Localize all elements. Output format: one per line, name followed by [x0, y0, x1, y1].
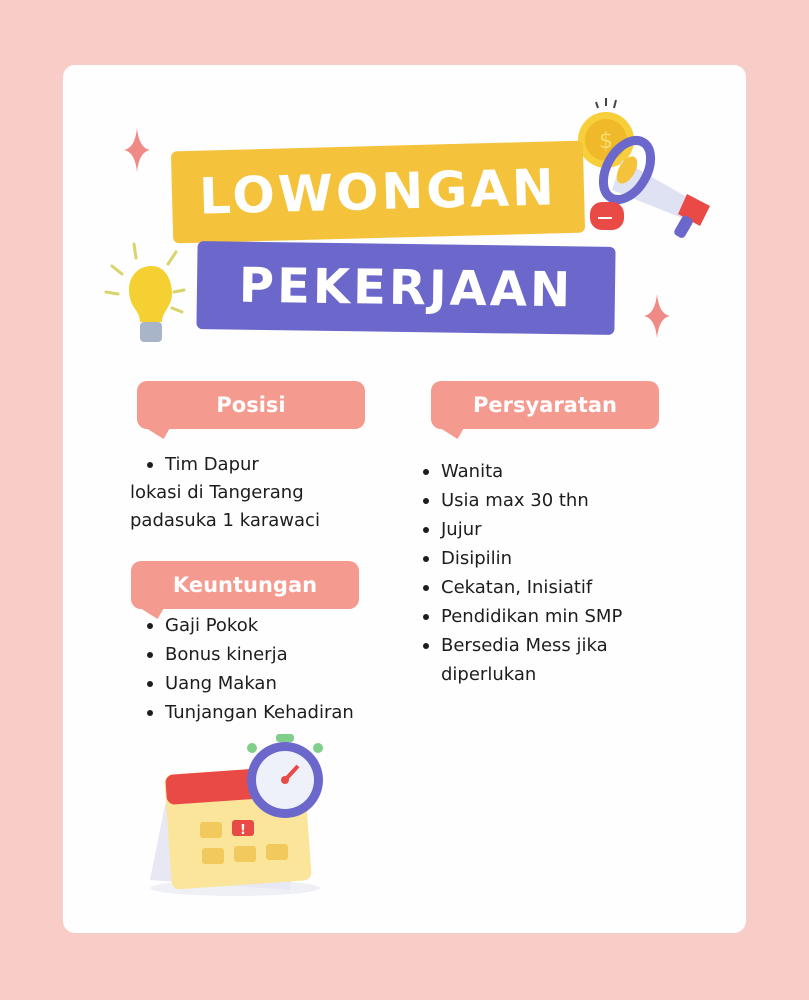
title-line2-banner: PEKERJAAN — [196, 241, 615, 335]
persyaratan-heading: Persyaratan — [431, 381, 659, 429]
svg-text:!: ! — [240, 823, 246, 838]
list-item: Tunjangan Kehadiran — [147, 698, 354, 727]
posisi-heading: Posisi — [137, 381, 365, 429]
list-item: Usia max 30 thn — [423, 486, 653, 515]
list-item: Bersedia Mess jika diperlukan — [423, 631, 653, 689]
persyaratan-list — [423, 457, 653, 689]
list-item: Bonus kinerja — [147, 640, 354, 669]
location-line: lokasi di Tangerang — [130, 482, 304, 503]
list-item: Tim Dapur — [147, 450, 259, 479]
location-text — [130, 479, 320, 535]
list-item: Cekatan, Inisiatif — [423, 573, 653, 602]
list-item: Gaji Pokok — [147, 611, 354, 640]
title-line1-banner: LOWONGAN — [171, 141, 585, 244]
keuntungan-heading: Keuntungan — [131, 561, 359, 609]
list-item: Jujur — [423, 515, 653, 544]
posisi-list — [147, 450, 259, 479]
list-item: Disipilin — [423, 544, 653, 573]
sparkle-icon — [124, 128, 150, 172]
sparkle-icon — [644, 292, 670, 340]
list-item: Pendidikan min SMP — [423, 602, 653, 631]
list-item: Wanita — [423, 457, 653, 486]
calendar-clock-icon — [140, 730, 340, 900]
svg-text:$: $ — [599, 129, 613, 154]
list-item: Uang Makan — [147, 669, 354, 698]
megaphone-icon — [582, 130, 727, 245]
lightbulb-icon — [104, 240, 194, 350]
keuntungan-list — [147, 611, 354, 727]
location-line: padasuka 1 karawaci — [130, 510, 320, 531]
